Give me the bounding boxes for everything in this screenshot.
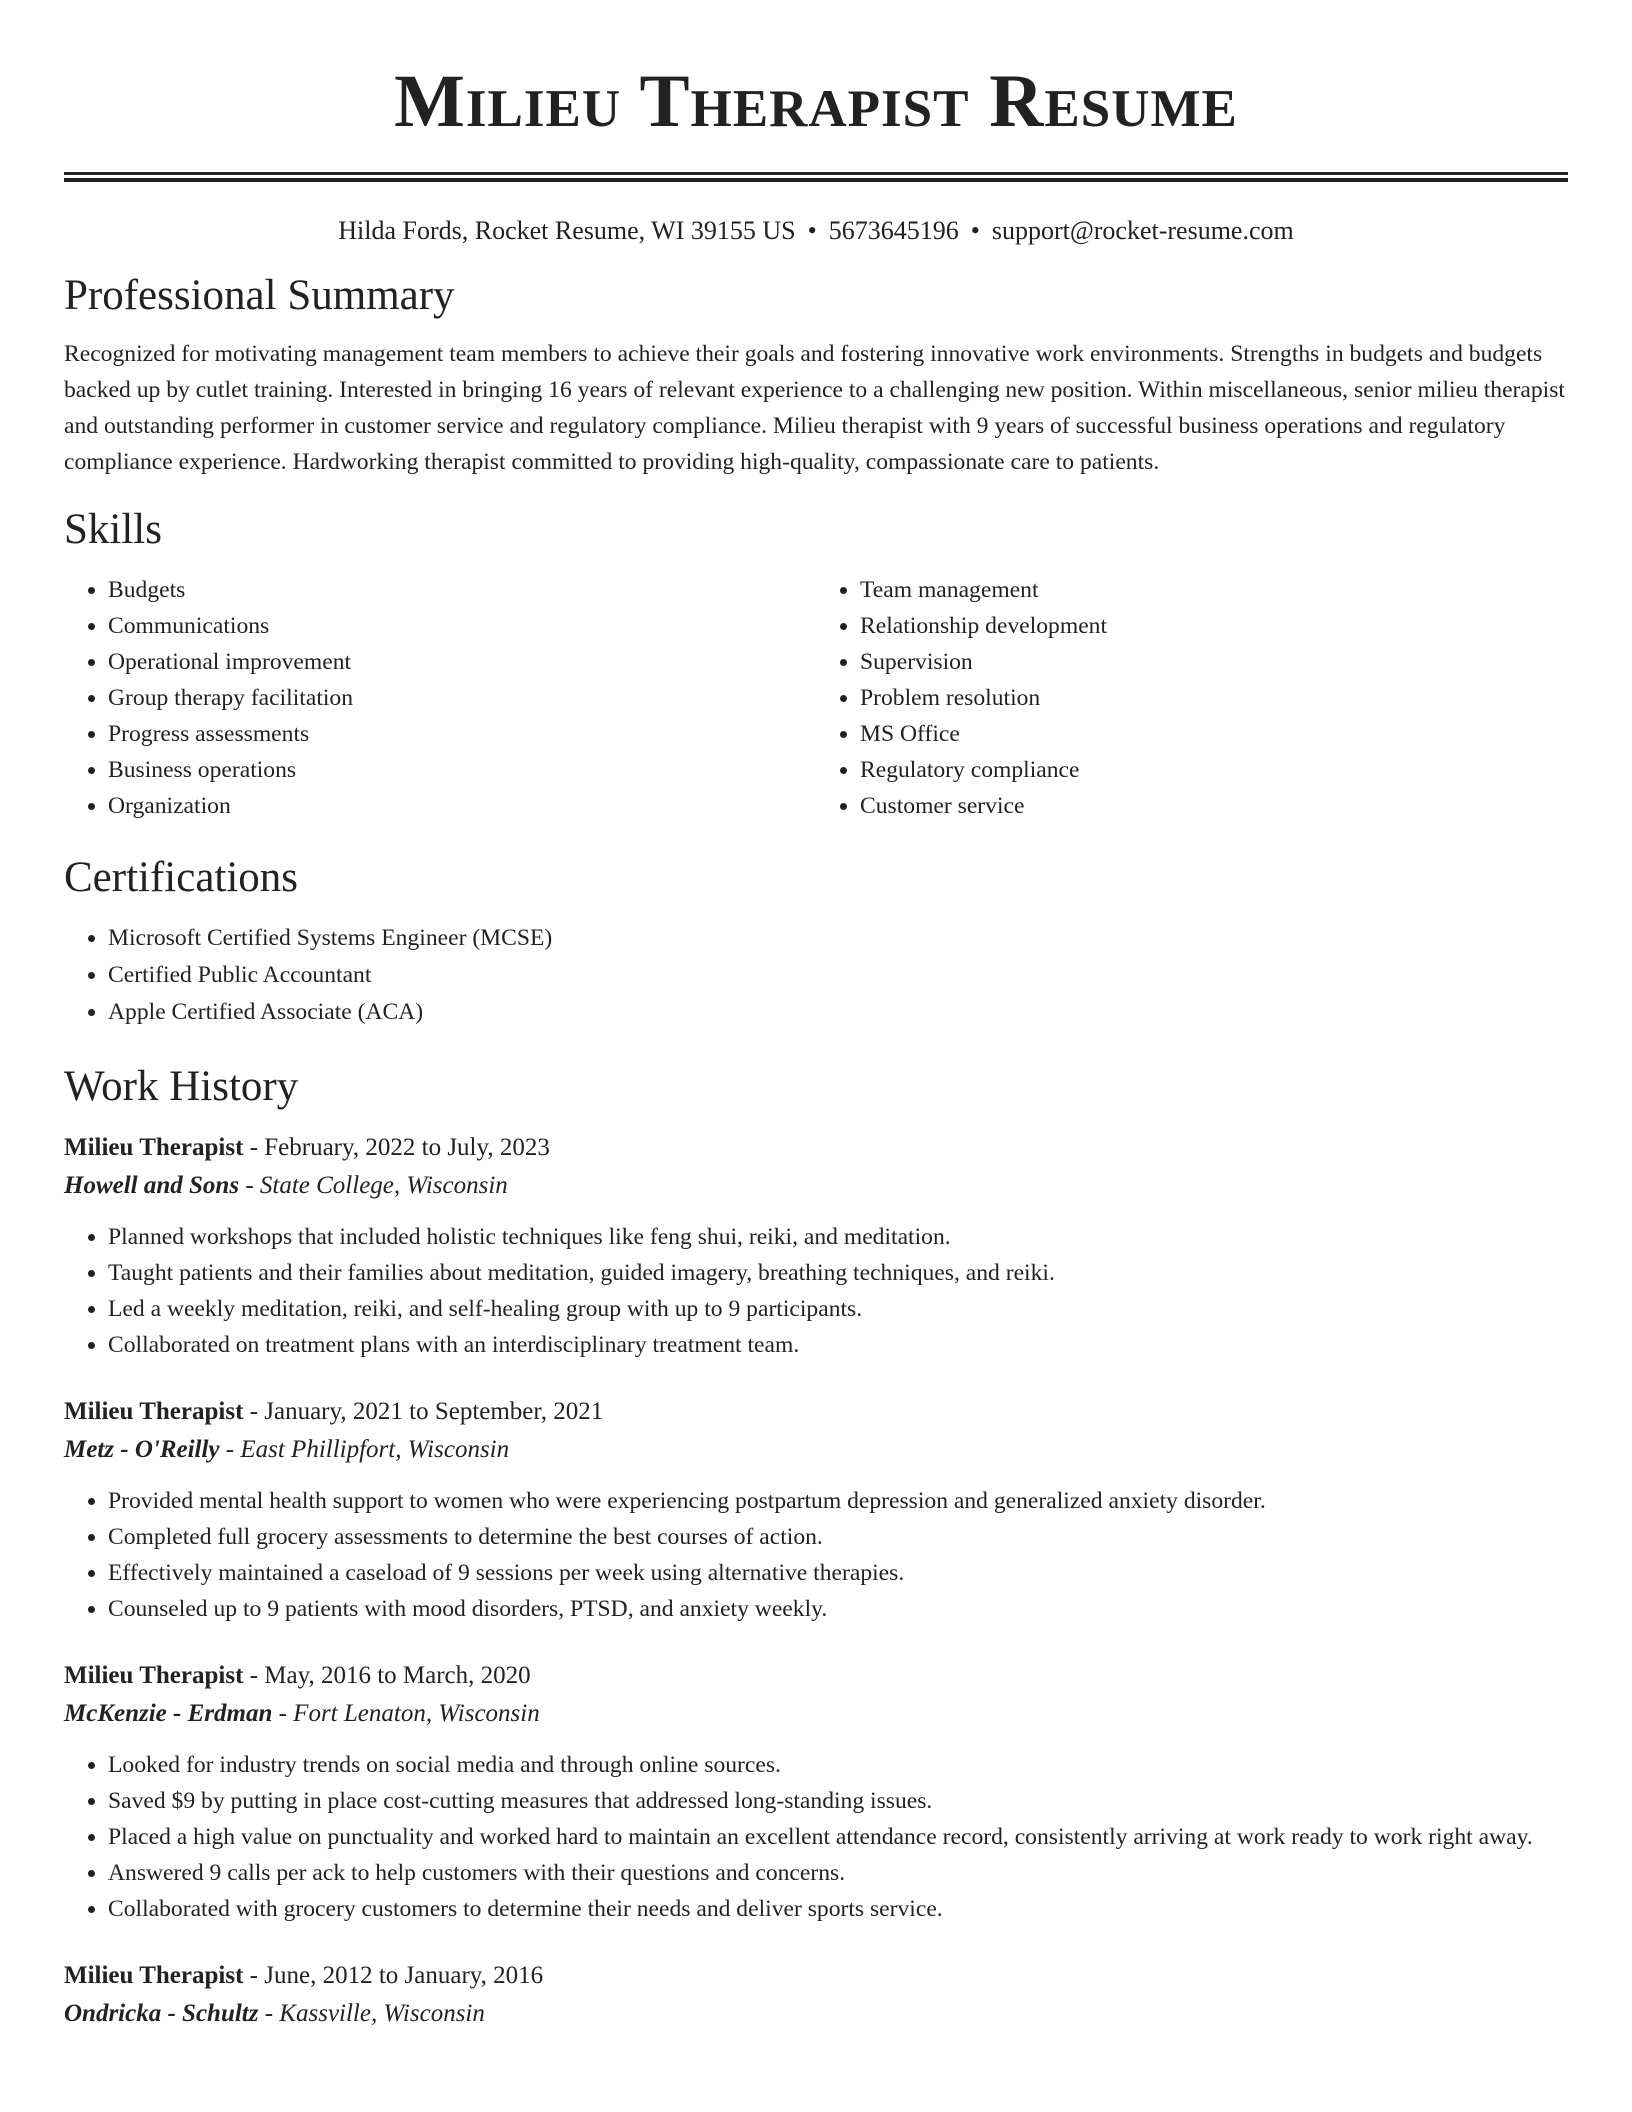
contact-address: Hilda Fords, Rocket Resume, WI 39155 US — [338, 216, 796, 245]
skill-item: • Customer service — [860, 788, 1568, 824]
skill-item: • Business operations — [108, 752, 816, 788]
job-company: Ondricka - Schultz — [64, 2000, 259, 2027]
employer-line — [64, 1695, 1568, 1733]
job-entry — [64, 1657, 1568, 1927]
skill-item: • Problem resolution — [860, 680, 1568, 716]
skill-item: • Supervision — [860, 644, 1568, 680]
skill-item: • Team management — [860, 572, 1568, 608]
job-bullet: • Taught patients and their families about meditation, guided imagery, breathing techniques, and reiki. — [108, 1255, 1568, 1291]
job-entry — [64, 1957, 1568, 2033]
employer-line — [64, 1995, 1568, 2033]
certification-item: • Microsoft Certified Systems Engineer (MCSE) — [108, 920, 1568, 957]
job-dates: - February, 2022 to July, 2023 — [243, 1134, 550, 1161]
job-bullet: • Saved $9 by putting in place cost-cutting measures that addressed long-standing issues. — [108, 1783, 1568, 1819]
certification-item: • Certified Public Accountant — [108, 957, 1568, 994]
skill-item: • Communications — [108, 608, 816, 644]
job-entry — [64, 1129, 1568, 1363]
skill-item: • Regulatory compliance — [860, 752, 1568, 788]
skill-item: • Group therapy facilitation — [108, 680, 816, 716]
contact-phone: 5673645196 — [828, 216, 959, 245]
job-bullet: • Placed a high value on punctuality and worked hard to maintain an excellent attendance record, consistently arriving at work ready to work right away. — [108, 1819, 1568, 1855]
job-company: McKenzie - Erdman — [64, 1700, 273, 1727]
skill-item: • Relationship development — [860, 608, 1568, 644]
skill-item: • Organization — [108, 788, 816, 824]
job-bullets — [64, 1219, 1568, 1363]
job-bullets — [64, 1483, 1568, 1627]
contact-separator: • — [807, 216, 817, 245]
job-bullet: • Collaborated on treatment plans with an interdisciplinary treatment team. — [108, 1327, 1568, 1363]
job-role: Milieu Therapist — [64, 1662, 244, 1689]
contact-separator: • — [970, 216, 980, 245]
job-location: - State College, Wisconsin — [239, 1172, 508, 1199]
job-bullet: • Counseled up to 9 patients with mood disorders, PTSD, and anxiety weekly. — [108, 1591, 1568, 1627]
job-role: Milieu Therapist — [64, 1134, 244, 1161]
job-bullet: • Answered 9 calls per ack to help customers with their questions and concerns. — [108, 1855, 1568, 1891]
skills-list-left — [64, 572, 816, 824]
resume-content — [64, 0, 1568, 2033]
job-title-line — [64, 1957, 1568, 1995]
skill-item: • MS Office — [860, 716, 1568, 752]
job-title-line — [64, 1129, 1568, 1167]
certifications-heading: Certifications — [64, 854, 299, 901]
work-history-heading: Work History — [64, 1063, 299, 1110]
skills-grid — [64, 572, 1568, 824]
skill-item: • Budgets — [108, 572, 816, 608]
job-role: Milieu Therapist — [64, 1398, 244, 1425]
skill-item: • Progress assessments — [108, 716, 816, 752]
job-dates: - May, 2016 to March, 2020 — [243, 1662, 531, 1689]
job-title-line — [64, 1657, 1568, 1695]
skills-list-right — [816, 572, 1568, 824]
job-bullets — [64, 1747, 1568, 1927]
job-bullet: • Collaborated with grocery customers to determine their needs and deliver sports service. — [108, 1891, 1568, 1927]
job-company: Metz - O'Reilly — [64, 1436, 220, 1463]
employer-line — [64, 1431, 1568, 1469]
summary-text: Recognized for motivating management team members to achieve their goals and fostering innovative work environments. Strengths in budgets and budgets backed up by cutlet training. Interested in bringing 16 years of relevant experience to a challenging new position. Within miscellaneous, senior milieu therapist and outstanding performer in customer service and regulatory compliance. Milieu therapist with 9 years of successful business operations and regulatory compliance experience. Hardworking therapist committed to providing high-quality, compassionate care to patients. — [64, 341, 1565, 475]
job-bullet: • Planned workshops that included holistic techniques like feng shui, reiki, and meditation. — [108, 1219, 1568, 1255]
job-location: - East Phillipfort, Wisconsin — [219, 1436, 510, 1463]
job-dates: - January, 2021 to September, 2021 — [243, 1398, 604, 1425]
skills-heading: Skills — [64, 506, 162, 553]
summary-heading: Professional Summary — [64, 272, 455, 319]
job-location: - Fort Lenaton, Wisconsin — [272, 1700, 540, 1727]
job-role: Milieu Therapist — [64, 1962, 244, 1989]
certifications-block — [64, 920, 1568, 1031]
job-dates: - June, 2012 to January, 2016 — [243, 1962, 544, 1989]
job-bullet: • Provided mental health support to women who were experiencing postpartum depression and generalized anxiety disorder. — [108, 1483, 1568, 1519]
job-location: - Kassville, Wisconsin — [258, 2000, 485, 2027]
job-entry — [64, 1393, 1568, 1627]
job-title-line — [64, 1393, 1568, 1431]
skill-item: • Operational improvement — [108, 644, 816, 680]
title-divider — [64, 172, 1568, 182]
job-bullet: • Looked for industry trends on social media and through online sources. — [108, 1747, 1568, 1783]
resume-title: Milieu Therapist Resume — [394, 60, 1238, 143]
contact-email: support@rocket-resume.com — [991, 216, 1294, 245]
contact-line — [64, 214, 1568, 248]
job-bullet: • Effectively maintained a caseload of 9 sessions per week using alternative therapies. — [108, 1555, 1568, 1591]
employer-line — [64, 1167, 1568, 1205]
certifications-list — [64, 920, 1568, 1031]
job-bullet: • Completed full grocery assessments to determine the best courses of action. — [108, 1519, 1568, 1555]
certification-item: • Apple Certified Associate (ACA) — [108, 994, 1568, 1031]
job-bullet: • Led a weekly meditation, reiki, and self-healing group with up to 9 participants. — [108, 1291, 1568, 1327]
job-company: Howell and Sons — [64, 1172, 240, 1199]
